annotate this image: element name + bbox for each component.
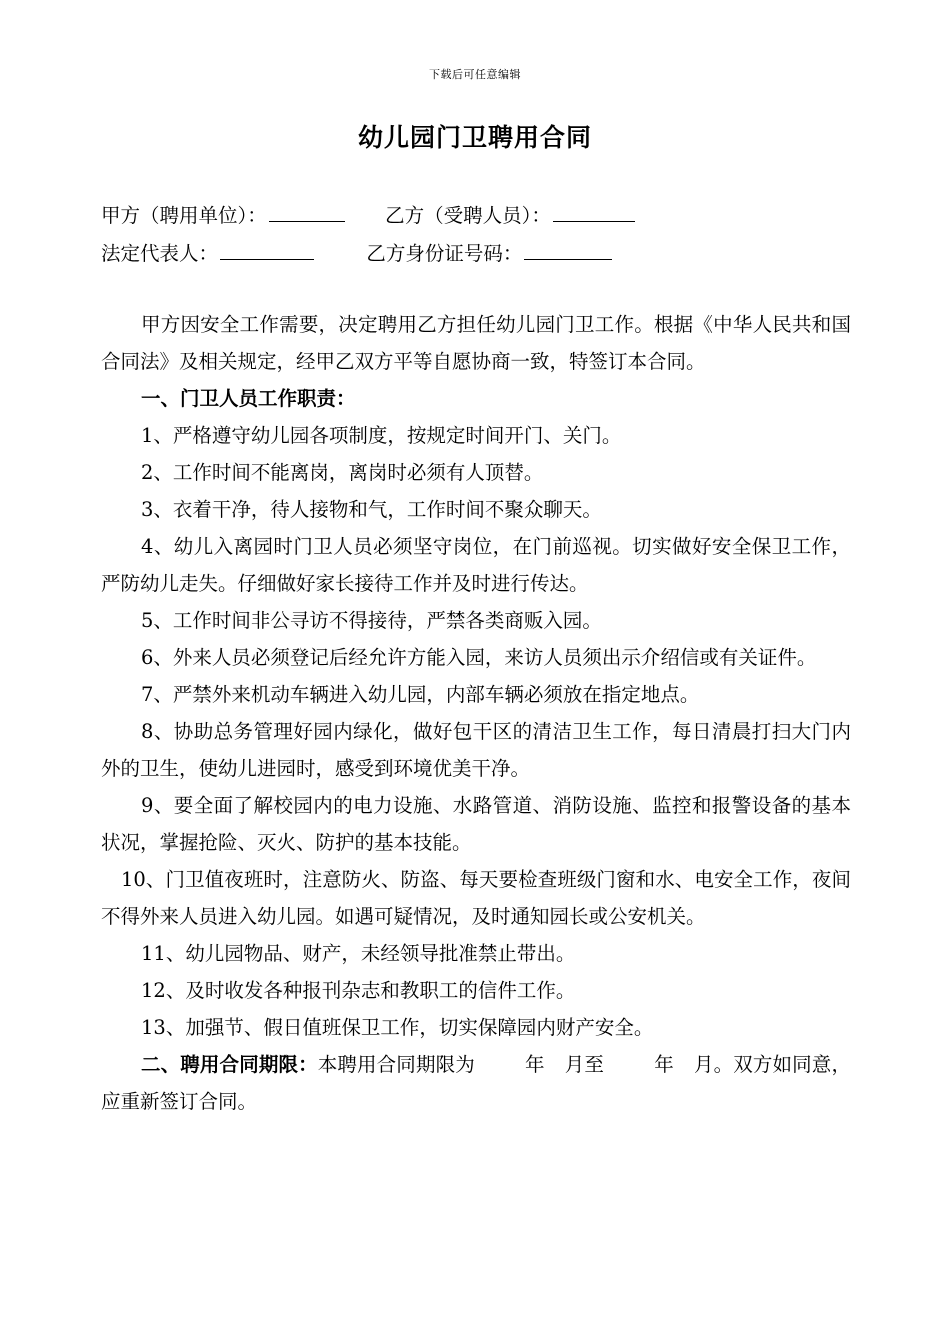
- section2-month2: 月。双方如同意，应重新签订合同。: [101, 1053, 851, 1113]
- duty-item: 1、严格遵守幼儿园各项制度，按规定时间开门、关门。: [141, 424, 622, 447]
- document-title: 幼儿园门卫聘用合同: [357, 123, 592, 152]
- section2-heading: 二、聘用合同期限：: [141, 1053, 318, 1076]
- duty-item: 7、严禁外来机动车辆进入幼儿园，内部车辆必须放在指定地点。: [141, 683, 700, 706]
- duty-item: 10、门卫值夜班时，注意防火、防盗、每天要检查班级门窗和水、电安全工作，夜间不得外来人员进入幼儿园。如遇可疑情况，及时通知园长或公安机关。: [101, 868, 851, 928]
- duty-item: 9、要全面了解校园内的电力设施、水路管道、消防设施、监控和报警设备的基本状况，掌握抢险、灭火、防护的基本技能。: [101, 794, 851, 854]
- intro-paragraph: 甲方因安全工作需要，决定聘用乙方担任幼儿园门卫工作。根据《中华人民共和国合同法》及相关规定，经甲乙双方平等自愿协商一致，特签订本合同。: [101, 313, 851, 373]
- header-note: 下载后可任意编辑: [429, 68, 521, 81]
- duty-item: 2、工作时间不能离岗，离岗时必须有人顶替。: [141, 461, 544, 484]
- section2-year2: 年: [654, 1053, 674, 1076]
- section2-paragraph: [101, 1046, 851, 1120]
- legal-rep-blank: [220, 241, 314, 260]
- contract-body: [101, 306, 851, 1120]
- party-a-label: 甲方（聘用单位）：: [101, 204, 267, 227]
- duty-item: 13、加强节、假日值班保卫工作，切实保障园内财产安全。: [141, 1016, 654, 1039]
- party-a-blank: [269, 203, 345, 222]
- party-b-label: 乙方（受聘人员）：: [385, 204, 551, 227]
- section1-heading: [101, 380, 851, 417]
- party-b-id-label: 乙方身份证号码：: [366, 242, 523, 265]
- party-b-blank: [553, 203, 635, 222]
- duty-item: 12、及时收发各种报刊杂志和教职工的信件工作。: [141, 979, 576, 1002]
- party-row-1: [101, 200, 635, 228]
- party-b-id-blank: [524, 241, 612, 260]
- section2-month1: 月至: [564, 1053, 605, 1076]
- section2-text-a: 本聘用合同期限为: [317, 1053, 475, 1076]
- duty-item: 4、幼儿入离园时门卫人员必须坚守岗位，在门前巡视。切实做好安全保卫工作，严防幼儿走失。仔细做好家长接待工作并及时进行传达。: [101, 535, 851, 595]
- section1-heading-text: 一、门卫人员工作职责：: [141, 387, 356, 410]
- duty-item: 6、外来人员必须登记后经允许方能入园，来访人员须出示介绍信或有关证件。: [141, 646, 817, 669]
- duty-item: 5、工作时间非公寻访不得接待，严禁各类商贩入园。: [141, 609, 602, 632]
- section2-year1: 年: [524, 1053, 545, 1076]
- legal-rep-label: 法定代表人：: [101, 242, 219, 265]
- party-row-2: [101, 238, 612, 266]
- duty-item: 11、幼儿园物品、财产，未经领导批准禁止带出。: [141, 942, 576, 965]
- duty-item: 8、协助总务管理好园内绿化，做好包干区的清洁卫生工作，每日清晨打扫大门内外的卫生，使幼儿进园时，感受到环境优美干净。: [101, 720, 851, 780]
- duty-item: 3、衣着干净，待人接物和气，工作时间不聚众聊天。: [141, 498, 602, 521]
